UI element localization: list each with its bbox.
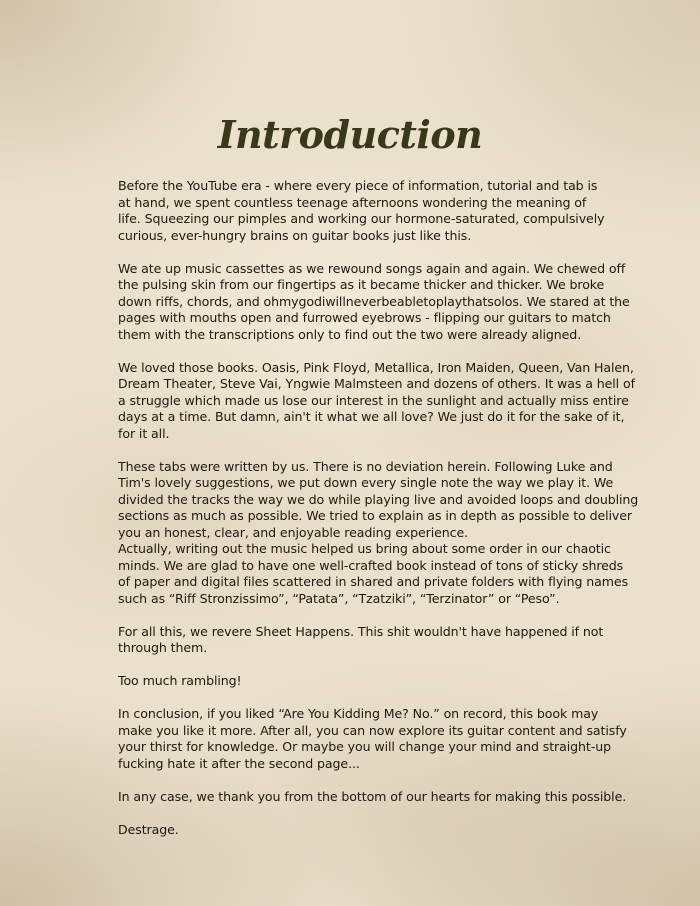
signature	[118, 822, 588, 839]
text-line: of paper and digital files scattered in shared and private folders with flying names	[118, 574, 629, 589]
text-line: down riffs, chords, and ohmygodiwillneverbeabletoplaythatsolos. We stared at the	[118, 293, 630, 309]
text-line: you an honest, clear, and enjoyable reading experience.	[118, 524, 469, 540]
text-line: In any case, we thank you from the bottom of our hearts for making this possible.	[118, 788, 627, 804]
text-line: We ate up music cassettes as we rewound songs again and again. We chewed off	[118, 260, 626, 276]
text-line: through them.	[118, 640, 208, 655]
text-line: For all this, we revere Sheet Happens. This shit wouldn't have happened if not	[118, 623, 604, 639]
text-line: In conclusion, if you liked “Are You Kidding Me? No.” on record, this book may	[118, 706, 599, 721]
text-line: for it all.	[118, 425, 170, 441]
text-line: your thirst for knowledge. Or maybe you will change your mind and straight-up	[118, 739, 611, 754]
text-line: Tim's lovely suggestions, we put down every single note the way we play it. We	[118, 475, 614, 490]
text-line: Before the YouTube era - where every piece of information, tutorial and tab is	[118, 178, 598, 193]
text-line: divided the tracks the way we do while playing live and avoided loops and doubling	[118, 491, 639, 507]
text-line: curious, ever-hungry brains on guitar books just like this.	[118, 227, 472, 243]
text-line: pages with mouths open and furrowed eyebrows - flipping our guitars to match	[118, 310, 611, 325]
text-line: the pulsing skin from our fingertips as it became thicker and thicker. We broke	[118, 277, 605, 292]
text-line: minds. We are glad to have one well-crafted book instead of tons of sticky shreds	[118, 557, 624, 573]
paragraph-rambling	[118, 673, 588, 690]
paragraph-youtube-era	[118, 178, 605, 244]
paragraph-conclusion	[118, 706, 627, 772]
text-line: Actually, writing out the music helped us bring about some order in our chaotic	[118, 541, 611, 556]
paragraph-order-in-minds	[118, 541, 629, 607]
text-line: Dream Theater, Steve Vai, Yngwie Malmsteen and dozens of others. It was a hell of	[118, 376, 635, 391]
paragraph-loved-books	[118, 359, 635, 443]
page-title: Introduction	[217, 112, 483, 157]
text-line: Destrage.	[118, 821, 179, 837]
intro-body	[118, 178, 639, 855]
text-line: Too much rambling!	[118, 673, 242, 688]
text-line: a struggle which made us lose our interest in the sunlight and actually miss entire	[118, 392, 629, 408]
text-line: them with the transcriptions only to find out the two were already aligned.	[118, 326, 582, 342]
text-line: days at a time. But damn, ain't it what we all love? We just do it for the sake of it,	[118, 409, 625, 424]
text-line: These tabs were written by us. There is no deviation herein. Following Luke and	[118, 458, 613, 474]
text-line: such as “Riff Stronzissimo”, “Patata”, “Tzatziki”, “Terzinator” or “Peso”.	[118, 590, 560, 606]
text-line: We loved those books. Oasis, Pink Floyd, Metallica, Iron Maiden, Queen, Van Halen,	[118, 359, 634, 375]
paragraph-sheet-happens	[118, 623, 604, 657]
text-line: sections as much as possible. We tried to explain as in depth as possible to deliver	[118, 508, 632, 523]
paragraph-thanks	[118, 788, 627, 806]
text-line: fucking hate it after the second page...	[118, 755, 360, 771]
text-line: make you like it more. After all, you can now explore its guitar content and satisfy	[118, 722, 627, 738]
text-line: at hand, we spent countless teenage afternoons wondering the meaning of	[118, 194, 587, 210]
paragraph-tabs-written	[118, 458, 639, 542]
paragraph-cassettes	[118, 260, 630, 344]
text-line: life. Squeezing our pimples and working our hormone-saturated, compulsively	[118, 211, 605, 226]
